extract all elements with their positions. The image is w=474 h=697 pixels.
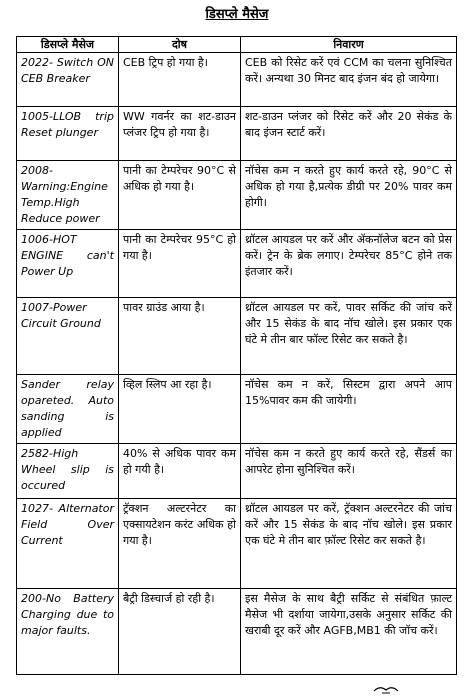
fault-cell: 40% से अधिक पावर कम हो गयी है।	[119, 444, 241, 499]
message-cell: 1006-HOT ENGINE can't Power Up	[17, 230, 119, 298]
table-row	[17, 375, 457, 444]
solution-cell: शट-डाउन प्लंजर को रिसेट करें और 20 सेकंड के बाद इंजन स्टार्ट करें।	[241, 107, 457, 161]
table-row	[17, 499, 457, 589]
column-header-message: डिसप्ले मैसेज	[17, 37, 119, 53]
message-cell: 1005-LLOB trip Reset plunger	[17, 107, 119, 161]
table-row	[17, 444, 457, 499]
fault-cell: पानी का टेम्परेचर 95°C हो गया है।	[119, 230, 241, 298]
fault-cell: पानी का टेम्परेचर 90°C से अधिक हो गया है।	[119, 161, 241, 230]
message-cell: 200-No Battery Charging due to major faults.	[17, 589, 119, 675]
solution-cell: थ्रॉटल आयडल पर करें और ॲकनॉलेज बटन को प्रेस करें। ट्रेन के ब्रेक लगाए। टेम्परेचर 85°C होने तक इंतजार करें।	[241, 230, 457, 298]
solution-cell: नॉचेस कम न करते हुए कार्य करते रहे, सैंडर्स का आपरेट होना सुनिश्चित करें।	[241, 444, 457, 499]
solution-cell: CEB को रिसेट करें एवं CCM का चलना सुनिश्चित करें। अन्यथा 30 मिनट बाद इंजन बंद हो जायेगा।	[241, 53, 457, 107]
message-cell: 2022- Switch ON CEB Breaker	[17, 53, 119, 107]
column-header-fault: दोष	[119, 37, 241, 53]
solution-cell: इस मैसेज के साथ बैट्री सर्किट से संबंधित फ़ाल्ट मैसेज भी दर्शाया जायेगा,उसके अनुसार सर्किट की खराबी दूर करें और AGFB,MB1 की जॉच करें।	[241, 589, 457, 675]
fault-cell: बैट्री डिस्चार्ज हो रही है।	[119, 589, 241, 675]
page-title: डिसप्ले मैसेज	[205, 7, 269, 22]
fault-cell: WW गवर्नर का शट-डाउन प्लंजर ट्रिप हो गया है।	[119, 107, 241, 161]
message-cell: 2008- Warning:Engine Temp.High Reduce power	[17, 161, 119, 230]
solution-cell: थ्रॉटल आयडल पर करें, ट्रॅक्शन अल्टरनेटर की जांच करें और 15 सेकंड के बाद नॉच खोले। इस प्रकार एक घंटे मे तीन बार फ़ॉल्ट रिसेट कर सकते है।	[241, 499, 457, 589]
solution-cell: थ्रॉटल आयडल पर करें, पावर सर्किट की जांच करें और 15 सेकंड के बाद नॉच खोले। इस प्रकार एक घंटे मे तीन बार फॉल्ट रिसेट कर सकते है।	[241, 298, 457, 375]
fault-cell: पावर ग्राउंड आया है।	[119, 298, 241, 375]
table-row	[17, 230, 457, 298]
fault-cell: ट्रॅक्शन अल्टरनेटर का एक्सायटेशन करंट अधिक हो गया है।	[119, 499, 241, 589]
fault-cell: CEB ट्रिप हो गया है।	[119, 53, 241, 107]
table-row	[17, 589, 457, 675]
table-row	[17, 53, 457, 107]
message-cell: Sander relay opareted. Auto sanding is applied	[17, 375, 119, 444]
table-header-row	[17, 37, 457, 53]
display-message-table	[16, 36, 457, 675]
solution-cell: नॉचेस कम न करते हुए कार्य करते रहे, 90°C से अधिक हो गया है,प्रत्येक डीग्री पर 20% पावर कम होगी।	[241, 161, 457, 230]
message-cell: 1027- Alternator Field Over Current	[17, 499, 119, 589]
table-row	[17, 107, 457, 161]
fault-cell: व्हिल स्लिप आ रहा है।	[119, 375, 241, 444]
solution-cell: नॉचेस कम न करें, सिस्टम द्वारा अपने आप 15%पावर कम की जायेगी।	[241, 375, 457, 444]
decorative-mark-icon	[372, 684, 400, 694]
table-row	[17, 298, 457, 375]
table-row	[17, 161, 457, 230]
message-cell: 1007-Power Circuit Ground	[17, 298, 119, 375]
message-cell: 2582-High Wheel slip is occured	[17, 444, 119, 499]
column-header-solution: निवारण	[241, 37, 457, 53]
